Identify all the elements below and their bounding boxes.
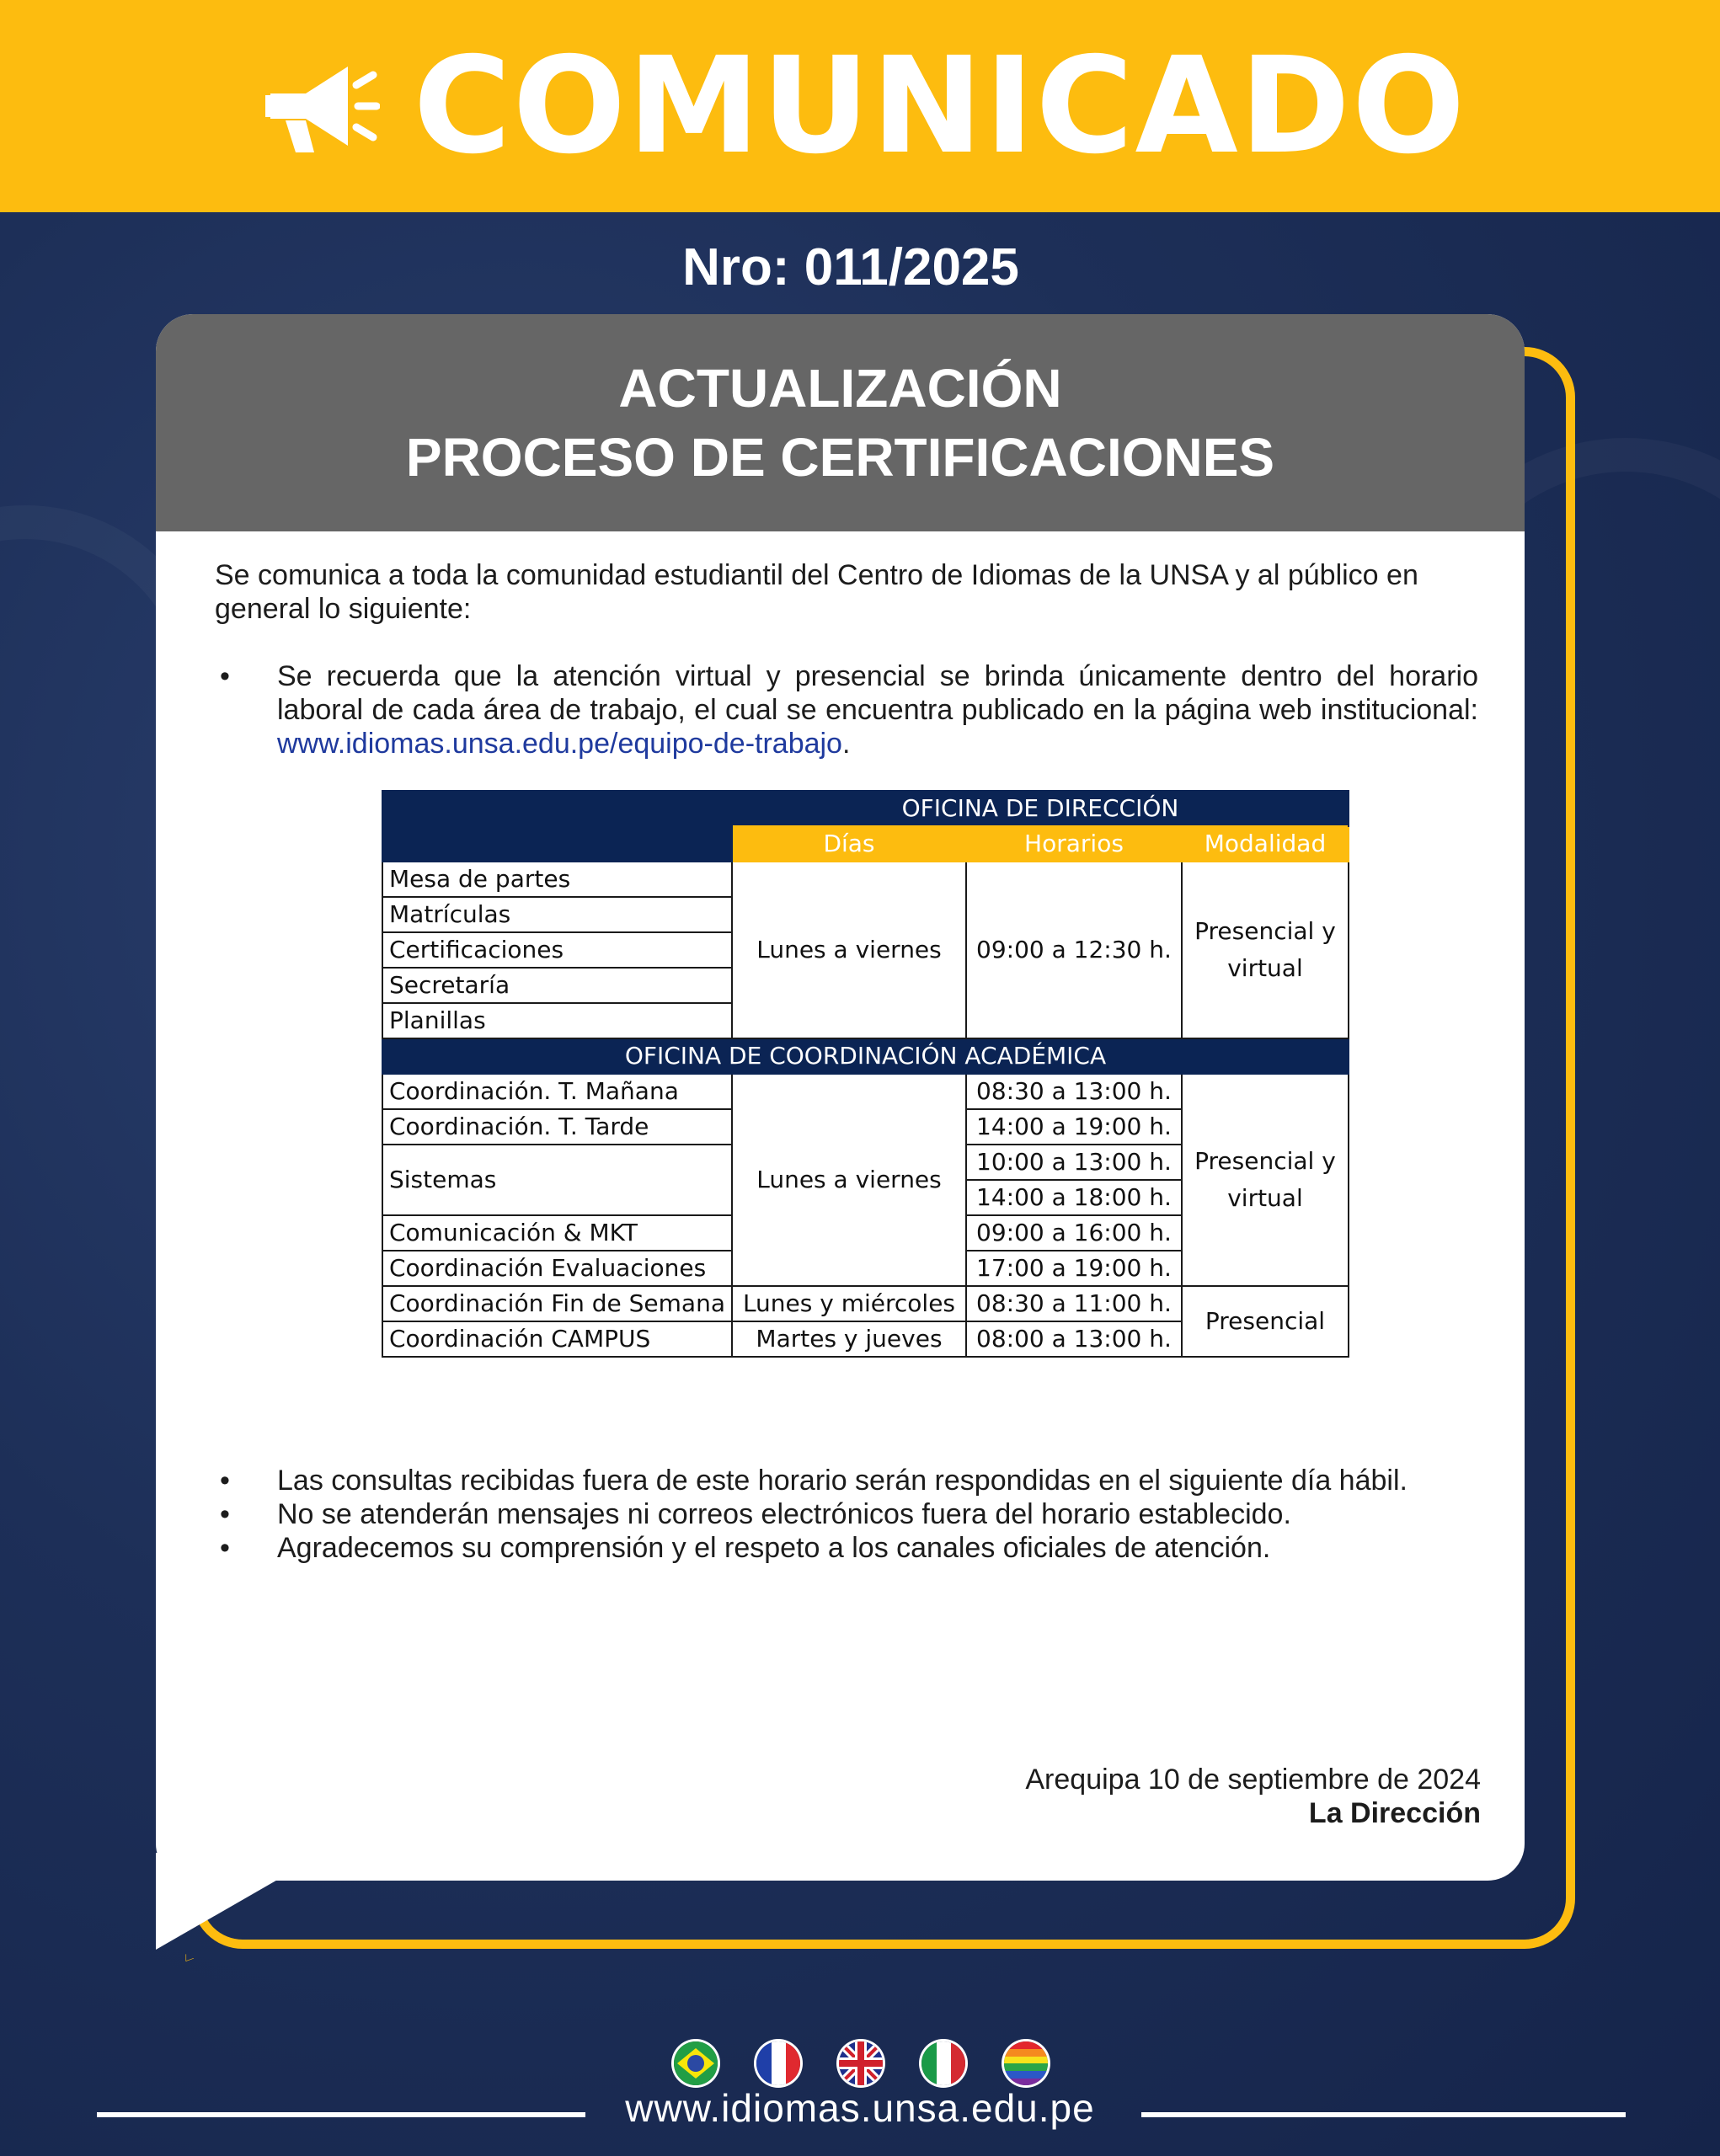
table-row bbox=[382, 1038, 1349, 1074]
area-cell: Secretaría bbox=[382, 968, 732, 1003]
area-cell: Mesa de partes bbox=[382, 862, 732, 897]
bullet-item bbox=[215, 659, 1478, 760]
days-cell: Lunes a viernes bbox=[732, 1074, 966, 1286]
column-header-hours: Horarios bbox=[966, 826, 1182, 862]
column-header-mode: Modalidad bbox=[1182, 826, 1349, 862]
hours-cell: 08:30 a 11:00 h. bbox=[966, 1286, 1182, 1321]
schedule-table bbox=[382, 790, 1349, 1358]
area-cell: Matrículas bbox=[382, 897, 732, 932]
france-flag-icon bbox=[756, 2041, 800, 2085]
bullet-end: . bbox=[841, 728, 851, 760]
mode-cell: Presencial y virtual bbox=[1182, 1074, 1349, 1286]
uk-flag-icon bbox=[839, 2041, 883, 2085]
top-banner bbox=[0, 0, 1720, 212]
place-date: Arequipa 10 de septiembre de 2024 bbox=[1025, 1764, 1481, 1796]
area-cell: Certificaciones bbox=[382, 932, 732, 968]
bullet-item: • Las consultas recibidas fuera de este horario serán respondidas en el siguiente día hábil. bbox=[215, 1464, 1478, 1497]
hours-cell: 17:00 a 19:00 h. bbox=[966, 1251, 1182, 1286]
office-title: OFICINA DE COORDINACIÓN ACADÉMICA bbox=[382, 1038, 1349, 1074]
days-cell: Lunes y miércoles bbox=[732, 1286, 966, 1321]
brazil-flag-icon bbox=[674, 2041, 718, 2085]
table-row bbox=[382, 1286, 1349, 1321]
header-line-2: PROCESO DE CERTIFICACIONES bbox=[405, 427, 1275, 488]
bullet-list-bottom bbox=[215, 1464, 1478, 1565]
team-link[interactable]: www.idiomas.unsa.edu.pe/equipo-de-trabajo bbox=[277, 728, 842, 760]
area-cell: Coordinación. T. Tarde bbox=[382, 1109, 732, 1145]
italy-flag-icon bbox=[921, 2041, 965, 2085]
area-cell: Planillas bbox=[382, 1003, 732, 1038]
banner-title: COMUNICADO bbox=[413, 29, 1467, 184]
hours-cell: 14:00 a 19:00 h. bbox=[966, 1109, 1182, 1145]
hours-cell: 09:00 a 12:30 h. bbox=[966, 862, 1182, 1038]
language-flags bbox=[674, 2041, 1048, 2085]
table-row bbox=[382, 791, 1349, 826]
footer-url[interactable]: www.idiomas.unsa.edu.pe bbox=[625, 2086, 1095, 2130]
table-row bbox=[382, 1074, 1349, 1109]
office-title: OFICINA DE DIRECCIÓN bbox=[732, 791, 1349, 826]
mode-cell: Presencial y virtual bbox=[1182, 862, 1349, 1038]
days-cell: Martes y jueves bbox=[732, 1321, 966, 1357]
area-cell: Sistemas bbox=[382, 1145, 732, 1215]
area-cell: Coordinación Fin de Semana bbox=[382, 1286, 732, 1321]
hours-cell: 08:00 a 13:00 h. bbox=[966, 1321, 1182, 1357]
footer-line-right bbox=[1141, 2112, 1626, 2117]
intro-paragraph: Se comunica a toda la comunidad estudiantil del Centro de Idiomas de la UNSA y al público en general lo siguiente: bbox=[215, 559, 1418, 625]
area-cell: Coordinación Evaluaciones bbox=[382, 1251, 732, 1286]
hours-cell: 10:00 a 13:00 h. bbox=[966, 1145, 1182, 1180]
area-cell: Comunicación & MKT bbox=[382, 1215, 732, 1251]
area-cell: Coordinación CAMPUS bbox=[382, 1321, 732, 1357]
bullet-item: • Agradecemos su comprensión y el respeto a los canales oficiales de atención. bbox=[215, 1531, 1478, 1565]
bullet-text: Se recuerda que la atención virtual y presencial se brinda únicamente dentro del horario laboral de cada área de trabajo, el cual se encuentra publicado en la página web institucional: bbox=[277, 660, 1478, 726]
hours-cell: 14:00 a 18:00 h. bbox=[966, 1180, 1182, 1215]
megaphone-icon bbox=[254, 51, 380, 161]
days-cell: Lunes a viernes bbox=[732, 862, 966, 1038]
signer: La Dirección bbox=[1308, 1797, 1481, 1829]
card-header bbox=[156, 314, 1525, 531]
column-header-days: Días bbox=[732, 826, 966, 862]
area-cell: Coordinación. T. Mañana bbox=[382, 1074, 732, 1109]
mode-cell: Presencial bbox=[1182, 1286, 1349, 1357]
header-line-1: ACTUALIZACIÓN bbox=[618, 358, 1062, 419]
rainbow-flag-icon bbox=[1004, 2041, 1048, 2085]
card-content bbox=[215, 558, 1478, 760]
table-corner bbox=[382, 791, 732, 862]
hours-cell: 08:30 a 13:00 h. bbox=[966, 1074, 1182, 1109]
bullet-list-top bbox=[215, 659, 1478, 760]
table-row bbox=[382, 862, 1349, 897]
hours-cell: 09:00 a 16:00 h. bbox=[966, 1215, 1182, 1251]
signature-block bbox=[1025, 1763, 1481, 1830]
notice-number: Nro: 011/2025 bbox=[682, 238, 1019, 296]
notice-card bbox=[156, 314, 1525, 1881]
bullet-item: • No se atenderán mensajes ni correos electrónicos fuera del horario establecido. bbox=[215, 1497, 1478, 1531]
